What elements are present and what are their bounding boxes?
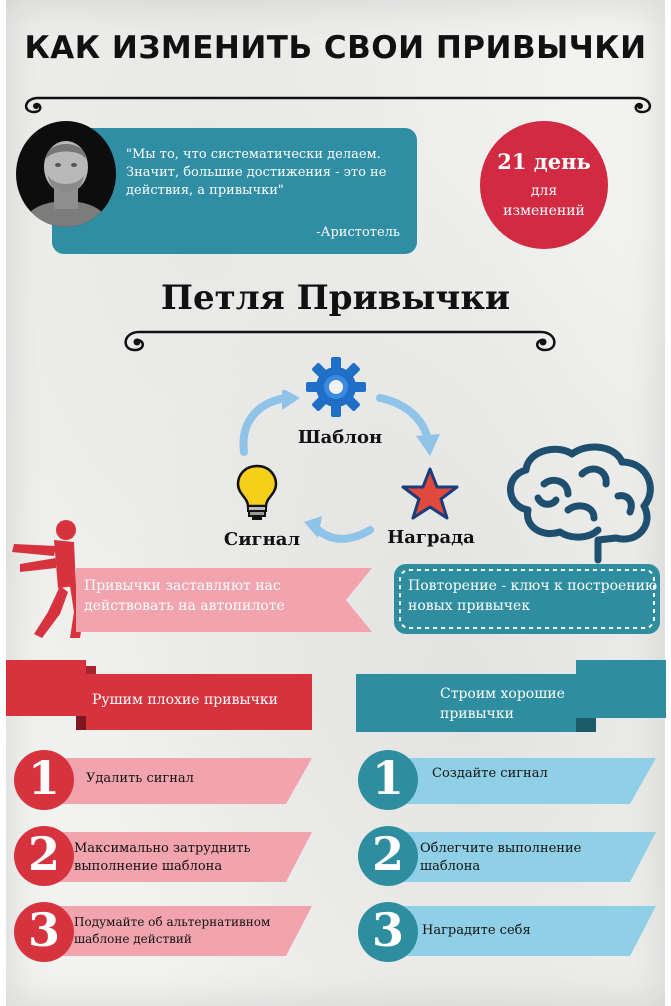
aristotle-portrait: [16, 121, 116, 227]
repetition-ribbon-text: Повторение - ключ к построению новых привычек: [408, 578, 658, 614]
scroll-divider-icon: [115, 322, 565, 358]
days-caption: [480, 181, 608, 221]
days-caption-line-1: для: [530, 183, 558, 199]
bad-step-2-number: 2: [14, 826, 74, 886]
bad-step-1-text: Удалить сигнал: [86, 771, 194, 786]
quote-text: "Мы то, что систематически делаем. Значит, большие достижения - это не действия, а привычки": [126, 147, 387, 198]
good-step-3-text: Наградите себя: [422, 923, 531, 938]
bad-step-3-text: Подумайте об альтернативном шаблоне действий: [74, 915, 271, 946]
bad-habits-header: Рушим плохие привычки: [92, 692, 278, 708]
quote-author: -Аристотель: [316, 225, 400, 240]
bad-step-3-number: 3: [14, 902, 74, 962]
good-step-3-number: 3: [358, 902, 418, 962]
loop-label-pattern: Шаблон: [297, 427, 383, 448]
star-icon: [400, 466, 460, 522]
loop-label-signal: Сигнал: [223, 529, 301, 550]
page-title: КАК ИЗМЕНИТЬ СВОИ ПРИВЫЧКИ: [24, 30, 647, 66]
good-step-1-text: Создайте сигнал: [432, 766, 548, 781]
good-step-2-text: Облегчите выполнение шаблона: [420, 841, 582, 874]
loop-label-reward: Награда: [387, 527, 475, 548]
days-caption-line-2: изменений: [503, 203, 585, 219]
good-step-1-number: 1: [358, 750, 418, 810]
loop-title: Петля Привычки: [160, 278, 511, 318]
good-step-2-number: 2: [358, 826, 418, 886]
autopilot-ribbon-text: Привычки заставляют нас действовать на автопилоте: [84, 578, 285, 614]
bad-step-2-text: Максимально затруднить выполнение шаблона: [74, 841, 251, 874]
scroll-divider-icon: [18, 90, 658, 120]
days-count: 21 день: [497, 149, 591, 174]
lightbulb-icon: [236, 464, 278, 522]
days-badge: [480, 121, 608, 249]
bad-step-1-number: 1: [14, 750, 74, 810]
zombie-icon: [10, 516, 86, 640]
brain-icon: [498, 440, 666, 564]
good-habits-header: Строим хорошие привычки: [440, 686, 565, 722]
